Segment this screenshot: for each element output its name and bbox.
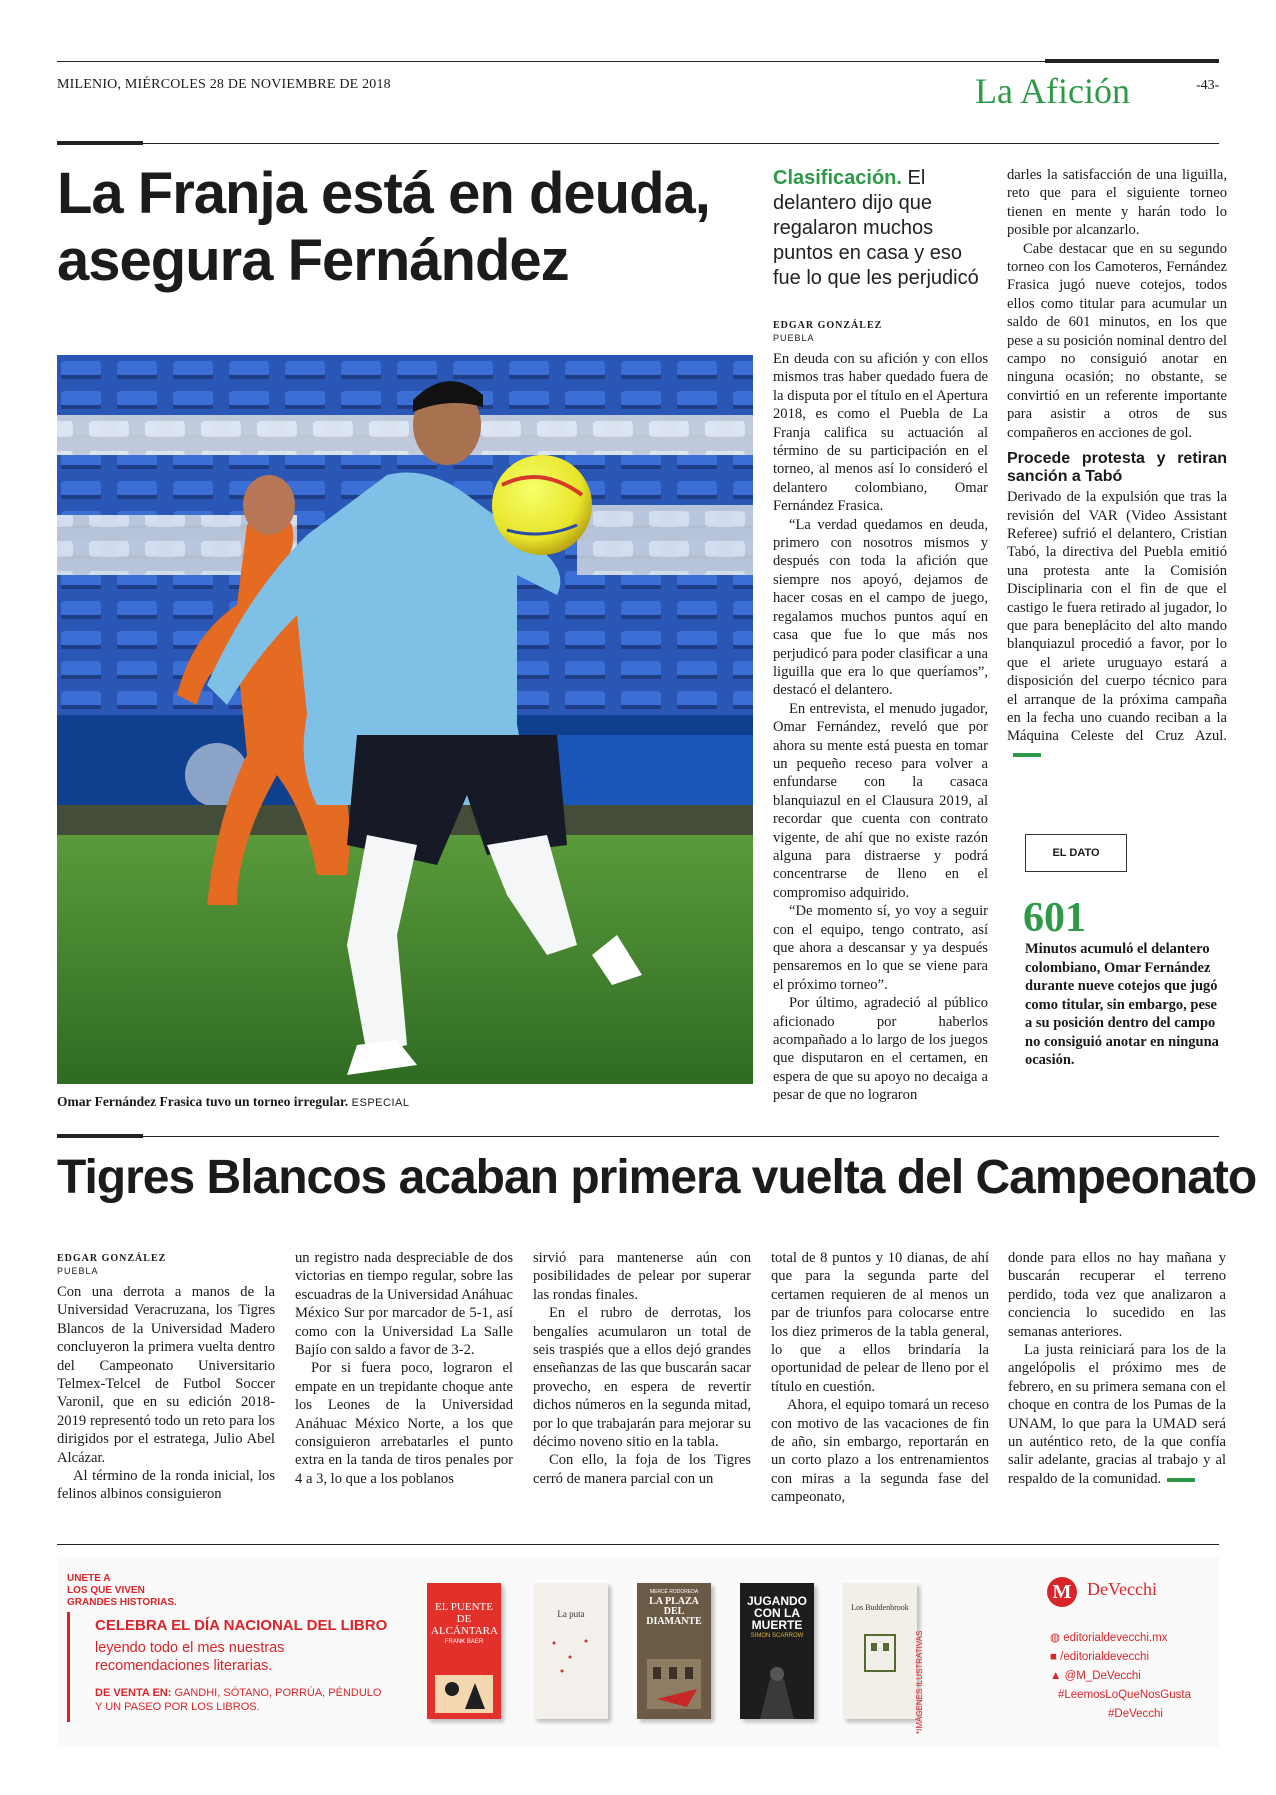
hashtag-2: #DeVecchi: [1108, 1708, 1163, 1720]
section-title: La Afición: [975, 71, 1130, 111]
paragraph: sirvió para mantenerse aún con posibilidades de pelear por superar las rondas finales.: [533, 1250, 751, 1303]
book-illustration: [740, 1659, 814, 1719]
paragraph: [1007, 488, 1227, 764]
paragraph: “La verdad quedamos en deuda, primero con nosotros mismos y después con toda la afición que siempre nos apoyó, dejamos de hacer cosas en el campo de juego, regalamos muchos puntos aquí en casa que fue lo que más nos perjudicó para poder clasificar a una liguilla que era lo que queríamos”, destacó el delantero.: [773, 516, 988, 699]
caption-credit: ESPECIAL: [348, 1097, 410, 1109]
story1-deck: [773, 166, 983, 291]
story1-accent-rule: [57, 141, 143, 145]
paragraph: donde para ellos no hay mañana y buscarán recuperar el terreno perdido, toda vez que analizaron a conciencia lo sucedido en las semanas anteriores.: [1008, 1250, 1226, 1340]
ad-subline: [95, 1639, 284, 1675]
book-cover-2: [534, 1583, 608, 1719]
player-photo: [57, 355, 753, 1084]
paragraph: Cabe destacar que en su segundo torneo con los Camoteros, Fernández Frasica jugó nueve cotejos, todos ellos como titular para acumular un saldo de 601 minutos, en los que pese a su posición nominal dentro del campo no consiguió anotar en ninguna ocasión; no obstante, se convirtió en un referente importante para asistir a otros de sus compañeros en acciones de gol.: [1007, 240, 1227, 441]
story1-column-2: [1007, 166, 1227, 764]
dato-text: Minutos acumuló el delantero colombiano, Omar Fernández durante nueve cotejos que jugó como titular, sin embargo, pese a su posición dentro del campo no consiguió anotar en ninguna ocasión.: [1025, 941, 1219, 1068]
sale-label: DE VENTA EN:: [95, 1687, 172, 1699]
ad-sale: [95, 1686, 381, 1714]
hashtag-1: #LeemosLoQueNosGusta: [1058, 1689, 1191, 1701]
story2-column-4: [771, 1249, 989, 1507]
paragraph: Con ello, la foja de los Tigres cerró de manera parcial con un: [533, 1452, 751, 1487]
subhead: Procede protesta y retiran sanción a Tabó: [1007, 450, 1227, 486]
paragraph: Por si fuera poco, lograron el empate en un trepidante choque ante los Leones de la Universidad Anáhuac México Norte, a los que consiguieron arrebatarles el punto extra en la tanda de tiros penales por 4 a 3, lo que a los poblanos: [295, 1360, 513, 1487]
book-title: JUGANDO CON LA MUERTE: [746, 1594, 807, 1632]
tagline-2: LOS QUE VIVEN: [67, 1585, 145, 1596]
book-title: EL PUENTE DE ALCÁNTARA: [431, 1601, 498, 1637]
paragraph: Por último, agradeció al público aficionado por haberlos acompañado a lo largo de los juegos que disputaron en el certamen, en espera de que su apoyo no decaiga a pesar de que no lograron: [773, 995, 988, 1104]
ad-vertical-note: *IMÁGENES ILUSTRATIVAS: [915, 1630, 924, 1734]
book-title: La puta: [557, 1609, 585, 1619]
facebook-icon: ■: [1050, 1651, 1061, 1663]
paragraph: Ahora, el equipo tomará un receso con motivo de las vacaciones de fin de año, sin embargo, reportarán en un corto plazo a los entrenamientos con miras a la segunda fase del campeonato,: [771, 1397, 989, 1506]
paragraph: Al término de la ronda inicial, los felinos albinos consiguieron: [57, 1468, 275, 1503]
tagline-3: GRANDES HISTORIAS.: [67, 1597, 177, 1608]
story2-accent-rule: [57, 1134, 143, 1138]
devecchi-logo-icon: M: [1047, 1577, 1077, 1607]
paragraph: Con una derrota a manos de la Universidad Veracruzana, los Tigres Blancos de la Universidad Madero concluyeron la primera vuelta dentro del Campeonato Universitario Telmex-Telcel de Futbol Soccer Varonil, que en su edición 2018-2019 representó todo un reto para los dirigidos por el estratega, Julio Abel Alcázar.: [57, 1284, 275, 1466]
ad-top-rule: [57, 1544, 1219, 1545]
book-author: FRANK BAER: [444, 1639, 484, 1645]
end-mark: [1013, 753, 1041, 757]
paragraph: un registro nada despreciable de dos victorias en tiempo regular, sobre las escuadras de la Universidad Anáhuac México Sur por marcador de 5-1, así como con la Universidad La Salle Bajío con saldo a favor de 3-2.: [295, 1250, 514, 1359]
paragraph: En el rubro de derrotas, los bengalíes acumularon un total de seis traspiés que a ellos dejó grandes enseñanzas de las que buscarán sacar provecho, en espera de revertir dichos números en la segunda mitad, por lo que trabajarán para mejorar su décimo noveno sitio en la tabla.: [533, 1305, 751, 1451]
ad-headline: CELEBRA EL DÍA NACIONAL DEL LIBRO: [95, 1617, 388, 1634]
deck-text: El delantero dijo que regalaron muchos puntos en casa y eso fue lo que les perjudicó: [773, 167, 979, 289]
paragraph-text: Derivado de la expulsión que tras la revisión del VAR (Video Assistant Referee) sufrió el delantero, Cristian Tabó, la directiva del Puebla emitió una protesta ante la Comisión Disciplinaria con el fin de que el castigo le fuera retirado al jugador, lo que para beneplácito del alto mando blanquiazul procedió a favor, por lo que el ariete uruguayo estará a disposición del cuerpo técnico para el arranque de la próxima campaña en la fecha uno cuando reciban a la Máquina Celeste del Cruz Azul.: [1007, 489, 1227, 745]
book-illustration: [843, 1625, 917, 1685]
book-title: Los Buddenbrook: [851, 1603, 909, 1612]
book-author: MERCÈ RODOREDA: [649, 1589, 699, 1595]
paragraph-text: La justa reiniciará para los de la angelópolis el próximo mes de febrero, en su primera semana con el choque en contra de los Pumas de la UNAM, lo que para la UMAD será un auténtico reto, de la que confía salir adelante, gracias al trabajo y al respaldo de la comunidad.: [1008, 1342, 1226, 1487]
paragraph: “De momento sí, yo voy a seguir con el equipo, tengo contrato, así que ahora a descansar y ya después pensaremos en lo que se viene para el próximo torneo”.: [773, 903, 988, 993]
brand-name: DeVecchi: [1087, 1579, 1157, 1599]
book-author: SIMON SCARROW: [750, 1633, 804, 1639]
dato-number: 601: [1023, 895, 1086, 941]
book-illustration: [534, 1623, 608, 1683]
book-illustration: [637, 1639, 711, 1719]
paragraph: darles la satisfacción de una liguilla, reto que para el siguiente torneo tienen en mente y harán todo lo posible por alcanzarlo.: [1007, 167, 1227, 239]
advertisement: [57, 1556, 1219, 1748]
end-mark: [1167, 1478, 1195, 1482]
sale-text: GANDHI, SÓTANO, PORRÚA, PÉNDULO: [171, 1687, 382, 1699]
paragraph: En deuda con su afición y con ellos mismos tras haber quedado fuera de la disputa por el título en el Apertura 2018, es como el Puebla de La Franja califica su actuación al término de su participación en el torneo, al menos así lo consideró el delantero colombiano, Omar Fernández Frasica.: [773, 351, 988, 515]
story2-location: PUEBLA: [57, 1266, 99, 1276]
header-bottom-rule: [57, 143, 1219, 144]
book-cover-5: [843, 1583, 917, 1719]
book-illustration: [427, 1659, 501, 1719]
story2-column-5: [1008, 1249, 1226, 1488]
story2-column-2: [295, 1249, 513, 1488]
story2-top-rule: [57, 1136, 1219, 1137]
sale-text-2: Y UN PASEO POR LOS LIBROS.: [95, 1701, 260, 1713]
ad-tagline: [67, 1573, 177, 1609]
deck-label: Clasificación.: [773, 167, 902, 189]
globe-icon: ◍: [1050, 1632, 1064, 1644]
book-title: LA PLAZA DEL DIAMANTE: [646, 1596, 702, 1627]
ad-subline-2: recomendaciones literarias.: [95, 1658, 273, 1674]
story2-column-3: [533, 1249, 751, 1488]
twitter-link[interactable]: @M_DeVecchi: [1064, 1670, 1141, 1682]
story1-location: PUEBLA: [773, 333, 815, 343]
dateline: MILENIO, MIÉRCOLES 28 DE NOVIEMBRE DE 2018: [57, 77, 391, 92]
book-cover-4: [740, 1583, 814, 1719]
ad-links: [1050, 1629, 1191, 1724]
paragraph: [1008, 1341, 1226, 1488]
dato-label: EL DATO: [1025, 834, 1127, 872]
story1-headline: La Franja está en deuda, asegura Fernández: [57, 161, 710, 293]
paragraph: En entrevista, el menudo jugador, Omar Fernández, reveló que por ahora su mente está puesta en tomar un pequeño receso para volver a enfundarse con la casaca blanquiazul en el Clausura 2019, al recordar que cuenta con contrato vigente, de ahí que no existe razón alguna para distraerse y podrá concentrarse de lleno en el compromiso adquirido.: [773, 700, 988, 901]
book-cover-3: [637, 1583, 711, 1719]
ad-subline-1: leyendo todo el mes nuestras: [95, 1640, 285, 1656]
facebook-link[interactable]: /editorialdevecchi: [1060, 1651, 1150, 1663]
header-accent-rule: [1045, 59, 1219, 63]
story2-column-1: [57, 1283, 275, 1504]
story2-headline: Tigres Blancos acaban primera vuelta del Campeonato: [57, 1151, 1257, 1204]
caption-text: Omar Fernández Frasica tuvo un torneo irregular.: [57, 1094, 349, 1109]
story1-byline: EDGAR GONZÁLEZ: [773, 320, 883, 331]
twitter-icon: ▲: [1050, 1670, 1065, 1682]
story1-column-1: [773, 350, 988, 1105]
page-number: -43-: [1196, 78, 1220, 93]
paragraph: total de 8 puntos y 10 dianas, de ahí que para la segunda parte del certamen requieren de al menos un par de triunfos para colocarse entre los diez primeros de la tabla general, lo que a ellos brindaría la oportunidad de pelear de lleno por el título en cuestión.: [771, 1250, 989, 1395]
tagline-1: UNETE A: [67, 1573, 111, 1584]
website-link[interactable]: editorialdevecchi.mx: [1063, 1632, 1168, 1644]
story2-byline: EDGAR GONZÁLEZ: [57, 1253, 167, 1264]
book-cover-1: [427, 1583, 501, 1719]
photo-caption: [57, 1094, 757, 1110]
